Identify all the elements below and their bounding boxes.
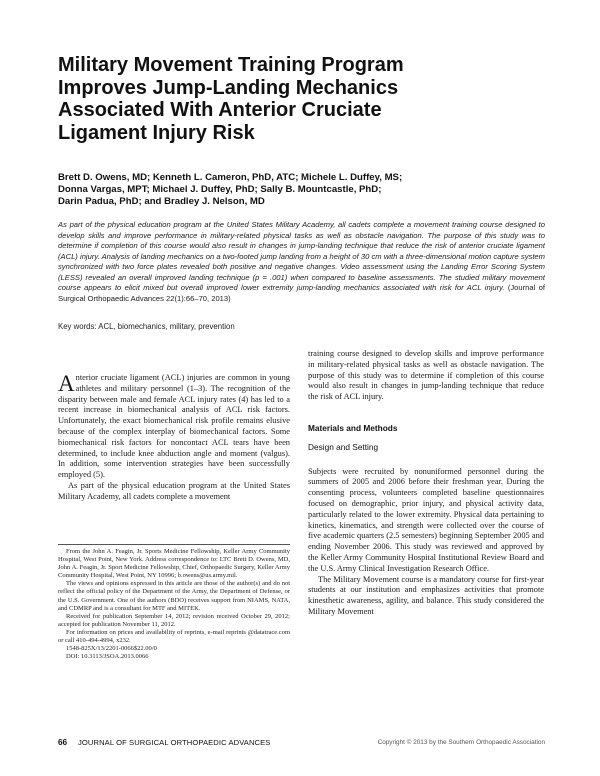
- author-line: Darin Padua, PhD; and Bradley J. Nelson, MD: [58, 196, 265, 207]
- copyright-notice: Copyright © 2013 by the Southern Orthopaedic Association: [377, 739, 545, 746]
- author-list: [58, 172, 548, 208]
- page-footer: [58, 738, 545, 750]
- author-line: Brett D. Owens, MD; Kenneth L. Cameron, PhD, ATC; Michele L. Duffey, MS;: [58, 172, 403, 183]
- body-column-right: [308, 349, 544, 618]
- journal-name: JOURNAL OF SURGICAL ORTHOPAEDIC ADVANCES: [78, 738, 271, 747]
- body-paragraph: As part of the physical education program at the United States Military Academy, all cadets complete a movement: [58, 480, 290, 501]
- title-line: Associated With Anterior Cruciate: [58, 99, 382, 121]
- footnote-reprints: For information on prices and availability of reprints, e-mail reprints @datatrace.com or call 410-494-4994, x232.: [58, 628, 290, 645]
- title-line: Ligament Injury Risk: [58, 121, 255, 144]
- footnote-affiliation: From the John A. Feagin, Jr. Sports Medicine Fellowship, Keller Army Community Hospital, West Point, New York. Address correspondence to: LTC Brett D. Owens, MD, John A. Feagin, Jr. Sport Medicine Fellowship, Chief, Orthopaedic Surgery, Keller Army Community Hospital, West Point, NY 10996; b.owens@us.army.mil.: [58, 548, 290, 580]
- title-line: Improves Jump-Landing Mechanics: [58, 76, 399, 99]
- body-column-left: [58, 373, 290, 503]
- abstract-text: As part of the physical education program at the United States Military Academy, all cadets complete a movement training course designed to develop skills and improve performance in military-related physical tasks as well as obstacle navigation. The purpose of this study was to determine if completion of this course would also result in changes in jump-landing technique that reduce the risk of anterior cruciate ligament (ACL) injury. Analysis of landing mechanics on a two-footed jump landing from a height of 30 cm with a three-dimensional motion capture system synchronized with two force plates revealed both positive and negative changes. Video assessment using the Landing Error Scoring System (LESS) revealed an overall improved landing technique (p = .001) when compared to baseline assessments. The studied military movement course appears to elicit mixed but overall improved lower extremity jump-landing mechanics associated with risk for ACL injury.: [58, 220, 545, 292]
- body-paragraph: The Military Movement course is a mandatory course for first-year students at our institution and emphasizes activities that promote kinesthetic awareness, agility, and balance. This study considered the Military Movement: [308, 574, 544, 616]
- subsection-heading: Design and Setting: [308, 441, 379, 452]
- footnotes: [58, 548, 290, 661]
- keywords: Key words: ACL, biomechanics, military, prevention: [58, 322, 235, 331]
- footnote-received: Received for publication September 14, 2012; revision received October 29, 2012; accepted for publication November 11, 2012.: [58, 612, 290, 628]
- abstract: [58, 220, 545, 304]
- footnote-doi: DOI: 10.3113/JSOA.2013.0066: [66, 653, 149, 661]
- section-heading: Materials and Methods: [308, 422, 398, 433]
- footnote-issn: 1548-825X/13/2201-0066$22.00/0: [66, 645, 157, 653]
- body-paragraph: Subjects were recruited by nonuniformed personnel during the summers of 2005 and 2006 before their freshman year. During the consenting process, volunteers completed baseline questionnaires focused on demographic, prior injury, and physical activity data, particularly related to the lower extremity. Physical data pertaining to kinetics, kinematics, and strength were collected over the course of five academic quarters (2.5 semesters) beginning September 2005 and ending November 2006. This study was reviewed and approved by the Keller Army Community Hospital Institutional Review Board and the U.S. Army Clinical Investigation Research Office.: [308, 466, 544, 573]
- abstract-citation: (Journal of Surgical Orthopaedic Advances 22(1):66–70, 2013): [58, 283, 545, 303]
- page-number: 66: [58, 738, 68, 747]
- article-title: [58, 54, 518, 144]
- footnote-divider: [58, 544, 290, 545]
- drop-cap: A: [58, 371, 75, 396]
- footnote-disclaimer: The views and opinions expressed in this article are those of the author(s) and do not reflect the official policy of the Department of the Army, the Department of Defense, or the U.S. Government. One of the authors (BDO) receives support from NIAMS, NATA, and CDMRP and is a consultant for MTF and MITEK.: [58, 580, 290, 612]
- intro-paragraph: [58, 373, 290, 481]
- title-line: Military Movement Training Program: [58, 54, 404, 76]
- author-line: Donna Vargas, MPT; Michael J. Duffey, PhD; Sally B. Mountcastle, PhD;: [58, 184, 382, 195]
- intro-paragraph-text: nterior cruciate ligament (ACL) injuries are common in young athletes and military personnel (1–3). The recognition of the disparity between male and female ACL injury rates (4) has led to a recent increase in biomechanical analysis of ACL risk factors. Unfortunately, the exact biomechanical risk profile remains elusive because of the complex interplay of biomechanical factors. Some biomechanical risk factors for noncontact ACL tears have been determined, to include knee abduction angle and moment (valgus). In addition, some intervention strategies have been successfully employed (5).: [58, 373, 290, 480]
- body-paragraph: training course designed to develop skills and improve performance in military-related physical tasks as well as obstacle navigation. The purpose of this study was to determine if completion of this course would also result in changes in jump-landing technique that reduce the risk of ACL injury.: [308, 349, 544, 402]
